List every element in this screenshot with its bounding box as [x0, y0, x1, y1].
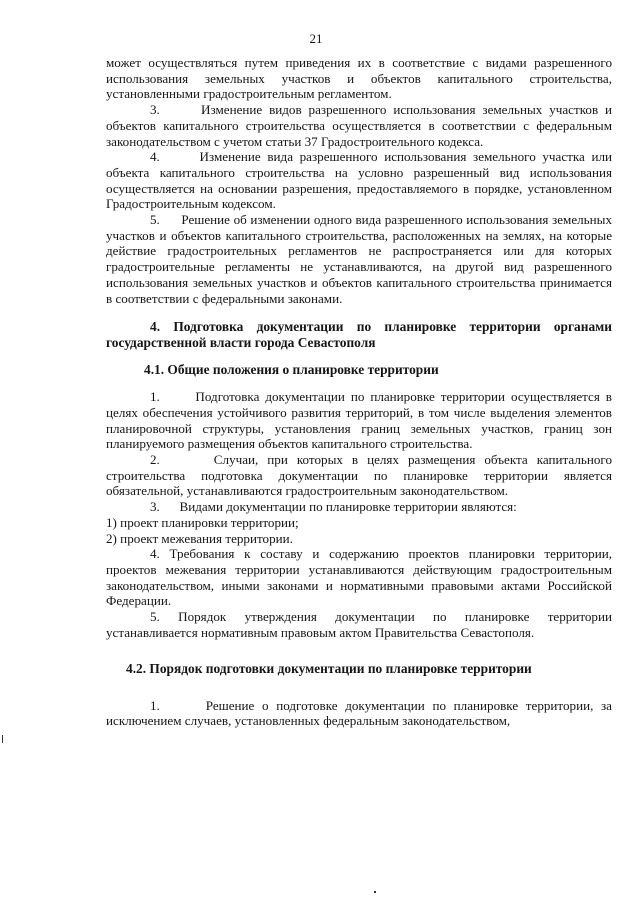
subsection-item-1: 1. Подготовка документации по планировке территории осуществляется в целях обеспечения устойчивого развития территорий, в том числе выделения элементов планировочной структуры, установления границ земельных участков, границ зон планируемого размещения объектов капитального строительства. [106, 389, 612, 452]
subsection-item-2: 2. Случаи, при которых в целях размещения объекта капитального строительства подготовка документации по планировке территории является обязательной, устанавливаются градостроительным законодательством. [106, 452, 612, 499]
paragraph-item-3: 3. Изменение видов разрешенного использования земельных участков и объектов капитального строительства осуществляется в соответствии с федеральным законодательством с учетом статьи 37 Градостроительного кодекса. [106, 102, 612, 149]
document-body [106, 55, 612, 729]
subsection-heading-4-1: 4.1. Общие положения о планировке территории [144, 362, 439, 378]
subsection-item-3: 3. Видами документации по планировке территории являются: [150, 499, 517, 515]
list-item: 1) проект планировки территории; [106, 514, 299, 530]
page-number: 21 [309, 31, 323, 46]
scan-edge-mark [2, 735, 3, 743]
subsection-item-5: 5. Порядок утверждения документации по планировке территории устанавливается нормативным правовым актом Правительства Севастополя. [106, 609, 612, 640]
paragraph-item-4: 4. Изменение вида разрешенного использования земельного участка или объекта капитального строительства на условно разрешенный вид использования осуществляется на основании разрешения, предоставляемого в порядке, установленном Градостроительным кодексом. [106, 149, 612, 212]
subsection-heading-4-2: 4.2. Порядок подготовки документации по планировке территории [126, 660, 532, 676]
subsection-item-4: 4. Требования к составу и содержанию проектов планировки территории, проектов межевания территории устанавливаются действующим градостроительным законодательством, иными законами и нормативными правовыми актами Российской Федерации. [106, 546, 612, 609]
paragraph-continuation: может осуществляться путем приведения их в соответствие с видами разрешенного использования земельных участков и объектов капитального строительства, установленными градостроительным регламентом. [106, 55, 612, 102]
section-heading: 4. Подготовка документации по планировке территории органами государственной власти города Севастополя [106, 319, 612, 351]
scan-dot [374, 891, 376, 893]
list-item: 2) проект межевания территории. [106, 530, 293, 546]
paragraph-item-5: 5. Решение об изменении одного вида разрешенного использования земельных участков и объектов капитального строительства, расположенных на землях, на которые действие градостроительных регламентов не распространяется или для которых градостроительные регламенты не устанавливаются, на другой вид разрешенного использования земельных участков и объектов капитального строительства принимается в соответствии с федеральными законами. [106, 212, 612, 306]
subsection-item-1: 1. Решение о подготовке документации по планировке территории, за исключением случаев, установленных федеральным законодательством, [106, 697, 612, 729]
